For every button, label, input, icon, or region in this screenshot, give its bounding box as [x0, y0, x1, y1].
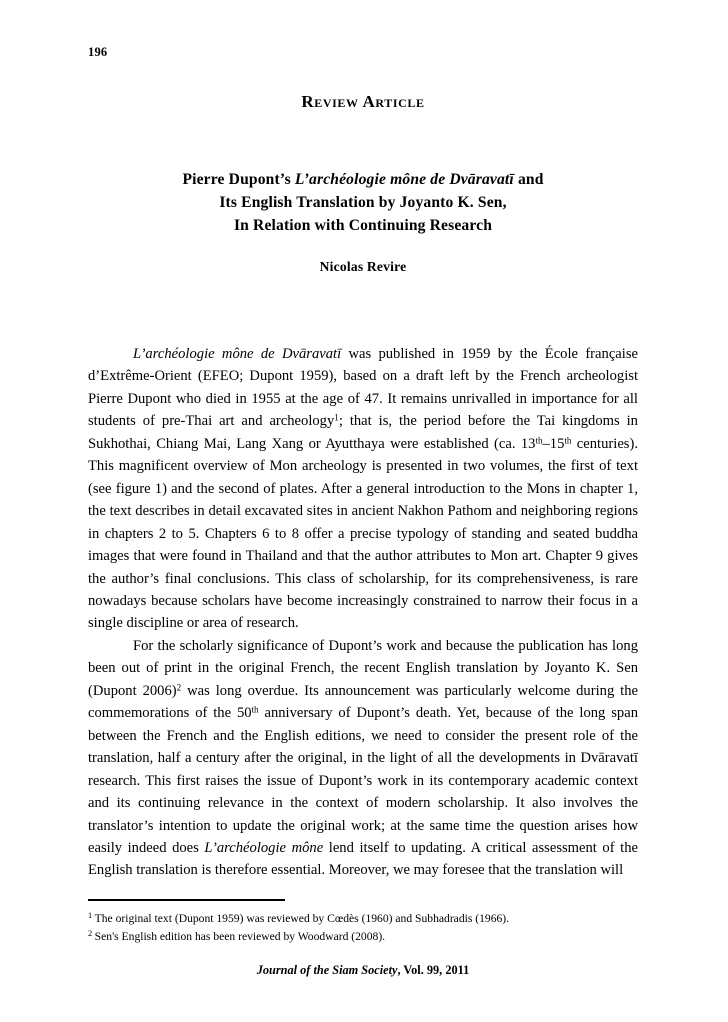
title-line-2: Its English Translation by Joyanto K. Sen,	[219, 194, 507, 211]
footnote-marker: 2	[88, 928, 93, 938]
title-line-1-post: and	[513, 171, 544, 188]
footnote-item	[88, 910, 638, 928]
running-footer	[88, 963, 638, 978]
footnote-text: Sen's English edition has been reviewed by Woodward (2008).	[94, 929, 386, 943]
paragraph-2-part-3: anniversary of Dupont’s death. Yet, because of the long span between the French and the English editions, we need to consider the present role of the translation, half a century after the original, in the light of all the developments in Dvāravatī research. This first raises the issue of Dupont’s work in its contemporary academic context and its continuing relevance in the context of modern scholarship. It also involves the translator’s intention to update the original work; at the same time the question arises how easily indeed does	[88, 705, 638, 856]
paragraph-2-part-1: For the scholarly significance of Dupont’s work and because the publication has long been out of print in the original French, the recent English translation by Joyanto K. Sen (Dupont 2006)	[88, 637, 638, 699]
paragraph-2-part-2: was long overdue. Its announcement was particularly welcome during the commemorations of the 50	[88, 682, 638, 722]
ordinal-suffix-13th: th	[535, 435, 543, 446]
body-paragraph-2	[88, 635, 638, 882]
footnote-ref-1[interactable]: 1	[334, 412, 339, 423]
footnote-item	[88, 928, 638, 946]
paragraph-2-part-4: lend itself to updating. A critical assessment of the English translation is therefore essential. Moreover, we may foresee that the translation will	[88, 839, 638, 879]
author-name: Nicolas Revire	[319, 259, 407, 274]
footnote-marker: 1	[88, 911, 93, 921]
paragraph-1-part-4: centuries). This magnificent overview of Mon archeology is presented in two volumes, the first of text (see figure 1) and the second of plates. After a general introduction to the Mons in chapter 1, the text describes in detail excavated sites in ancient Nakhon Pathom and neighboring regions in chapters 2 to 5. Chapters 6 to 8 offer a precise typology of standing and seated buddha images that were found in Thailand and that the author attributes to Mon art. Chapter 9 gives the author’s final conclusions. This class of scholarship, for its comprehensiveness, is rare nowadays because scholars have become increasingly constrained to narrow their focus in a single discipline or area of research.	[88, 435, 638, 632]
title-line-1-pre: Pierre Dupont’s	[182, 171, 295, 188]
paragraph-2-italic-title: L’archéologie mône	[204, 839, 324, 856]
body-paragraph-1	[88, 343, 638, 635]
paragraph-1-part-2: ; that is, the period before the Tai kingdoms in Sukhothai, Chiang Mai, Lang Xang or Ayutthaya were established (ca. 13	[88, 413, 638, 452]
paragraph-1-lead-italic: L’archéologie mône de Dvāravatī	[133, 346, 342, 362]
paragraph-1-part-3: –15	[542, 435, 565, 452]
ordinal-suffix-15th: th	[564, 435, 572, 446]
footnote-separator-rule	[88, 899, 285, 901]
ordinal-suffix-50th: th	[251, 704, 259, 715]
journal-volume: , Vol. 99, 2011	[397, 963, 470, 977]
title-line-1-italic: L’archéologie mône de Dvāravatī	[294, 171, 514, 188]
footnote-ref-2[interactable]: 2	[176, 682, 182, 693]
section-label: Review Article	[301, 92, 425, 111]
title-line-1	[88, 168, 638, 191]
paragraph-1-part-1: was published in 1959 by the École française d’Extrême-Orient (EFEO; Dupont 1959), based on a draft left by the French archeologist Pierre Dupont who died in 1955 at the age of 47. It remains unrivalled in importance for all students of pre-Thai art and archeology	[88, 346, 638, 430]
footnote-text: The original text (Dupont 1959) was reviewed by Cœdès (1960) and Subhadradis (1966).	[94, 912, 510, 925]
page-number: 196	[88, 45, 108, 59]
footnotes-block	[88, 910, 638, 945]
article-title	[88, 168, 638, 237]
title-line-3: In Relation with Continuing Research	[233, 217, 493, 234]
article-body	[88, 343, 638, 882]
journal-name: Journal of the Siam Society	[256, 963, 398, 977]
